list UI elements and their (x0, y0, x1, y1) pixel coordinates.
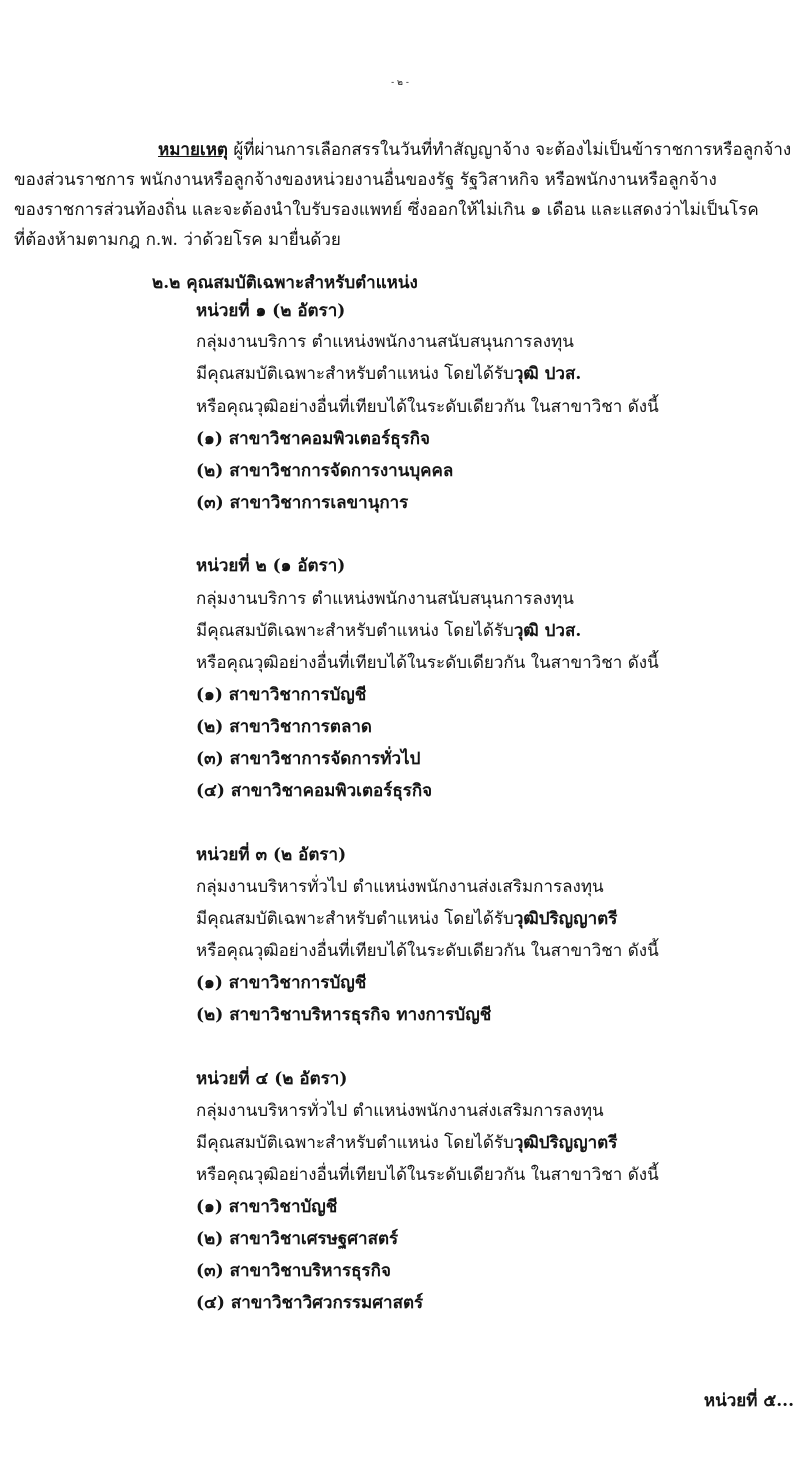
remark-text-1: ผู้ที่ผ่านการเลือกสรรในวันที่ทำสัญญาจ้าง จะต้องไม่เป็นข้าราชการหรือลูกจ้าง (227, 140, 792, 160)
unit-3-major-1: (๑) สาขาวิชาการบัญชี (196, 973, 367, 993)
remark-text-2: ของส่วนราชการ พนักงานหรือลูกจ้างของหน่วยงานอื่นของรัฐ รัฐวิสาหกิจ หรือพนักงานหรือลูกจ้าง (14, 170, 717, 190)
unit-4-major-4: (๔) สาขาวิชาวิศวกรรมศาสตร์ (196, 1293, 424, 1313)
remark-label: หมายเหตุ (158, 140, 228, 160)
unit-2-major-2: (๒) สาขาวิชาการตลาด (196, 717, 372, 737)
unit-3-degree: วุฒิปริญญาตรี (513, 909, 618, 929)
remark-text-4: ที่ต้องห้ามตามกฎ ก.พ. ว่าด้วยโรค มายื่นด้วย (14, 230, 341, 250)
unit-1-qualification (196, 363, 581, 385)
remark-first-line (158, 139, 791, 161)
unit-4-major-1: (๑) สาขาวิชาบัญชี (196, 1197, 338, 1217)
unit-1-qualification-prefix: มีคุณสมบัติเฉพาะสำหรับตำแหน่ง โดยได้รับ (196, 364, 514, 384)
unit-2-equivalent: หรือคุณวุฒิอย่างอื่นที่เทียบได้ในระดับเดียวกัน ในสาขาวิชา ดังนี้ (196, 653, 659, 673)
unit-2-qualification-prefix: มีคุณสมบัติเฉพาะสำหรับตำแหน่ง โดยได้รับ (196, 621, 514, 641)
unit-1-title: หน่วยที่ ๑ (๒ อัตรา) (196, 301, 346, 321)
unit-4-degree: วุฒิปริญญาตรี (513, 1133, 618, 1153)
remark-text-3: ของราชการส่วนท้องถิ่น และจะต้องนำใบรับรองแพทย์ ซึ่งออกให้ไม่เกิน ๑ เดือน และแสดงว่าไม่เป็นโรค (14, 200, 759, 220)
unit-1-equivalent: หรือคุณวุฒิอย่างอื่นที่เทียบได้ในระดับเดียวกัน ในสาขาวิชา ดังนี้ (196, 397, 659, 417)
unit-1-degree: วุฒิ ปวส. (513, 364, 582, 384)
unit-2-degree: วุฒิ ปวส. (513, 621, 582, 641)
unit-3-qualification (196, 908, 617, 930)
unit-1-major-3: (๓) สาขาวิชาการเลขานุการ (196, 493, 409, 513)
unit-4-qualification (196, 1132, 617, 1154)
unit-2-group: กลุ่มงานบริการ ตำแหน่งพนักงานสนับสนุนการลงทุน (196, 589, 574, 609)
unit-4-major-2: (๒) สาขาวิชาเศรษฐศาสตร์ (196, 1229, 399, 1249)
unit-4-major-3: (๓) สาขาวิชาบริหารธุรกิจ (196, 1261, 391, 1281)
unit-4-title: หน่วยที่ ๔ (๒ อัตรา) (196, 1069, 348, 1089)
unit-2-major-3: (๓) สาขาวิชาการจัดการทั่วไป (196, 749, 421, 769)
unit-1-major-2: (๒) สาขาวิชาการจัดการงานบุคคล (196, 461, 454, 481)
unit-2-qualification (196, 620, 581, 642)
unit-2-title: หน่วยที่ ๒ (๑ อัตรา) (196, 556, 346, 576)
unit-3-title: หน่วยที่ ๓ (๒ อัตรา) (196, 845, 347, 865)
section-heading: ๒.๒ คุณสมบัติเฉพาะสำหรับตำแหน่ง (152, 273, 418, 293)
continuation-marker: หน่วยที่ ๕... (703, 1391, 794, 1411)
unit-4-equivalent: หรือคุณวุฒิอย่างอื่นที่เทียบได้ในระดับเดียวกัน ในสาขาวิชา ดังนี้ (196, 1165, 659, 1185)
unit-3-major-2: (๒) สาขาวิชาบริหารธุรกิจ ทางการบัญชี (196, 1005, 492, 1025)
unit-4-group: กลุ่มงานบริหารทั่วไป ตำแหน่งพนักงานส่งเสริมการลงทุน (196, 1101, 604, 1121)
unit-1-major-1: (๑) สาขาวิชาคอมพิวเตอร์ธุรกิจ (196, 429, 431, 449)
unit-3-qualification-prefix: มีคุณสมบัติเฉพาะสำหรับตำแหน่ง โดยได้รับ (196, 909, 514, 929)
unit-1-group: กลุ่มงานบริการ ตำแหน่งพนักงานสนับสนุนการลงทุน (196, 332, 574, 352)
unit-3-group: กลุ่มงานบริหารทั่วไป ตำแหน่งพนักงานส่งเสริมการลงทุน (196, 877, 604, 897)
unit-2-major-1: (๑) สาขาวิชาการบัญชี (196, 685, 367, 705)
unit-2-major-4: (๔) สาขาวิชาคอมพิวเตอร์ธุรกิจ (196, 781, 433, 801)
unit-3-equivalent: หรือคุณวุฒิอย่างอื่นที่เทียบได้ในระดับเดียวกัน ในสาขาวิชา ดังนี้ (196, 941, 659, 961)
unit-4-qualification-prefix: มีคุณสมบัติเฉพาะสำหรับตำแหน่ง โดยได้รับ (196, 1133, 514, 1153)
page-number: - ๒ - (391, 78, 409, 88)
